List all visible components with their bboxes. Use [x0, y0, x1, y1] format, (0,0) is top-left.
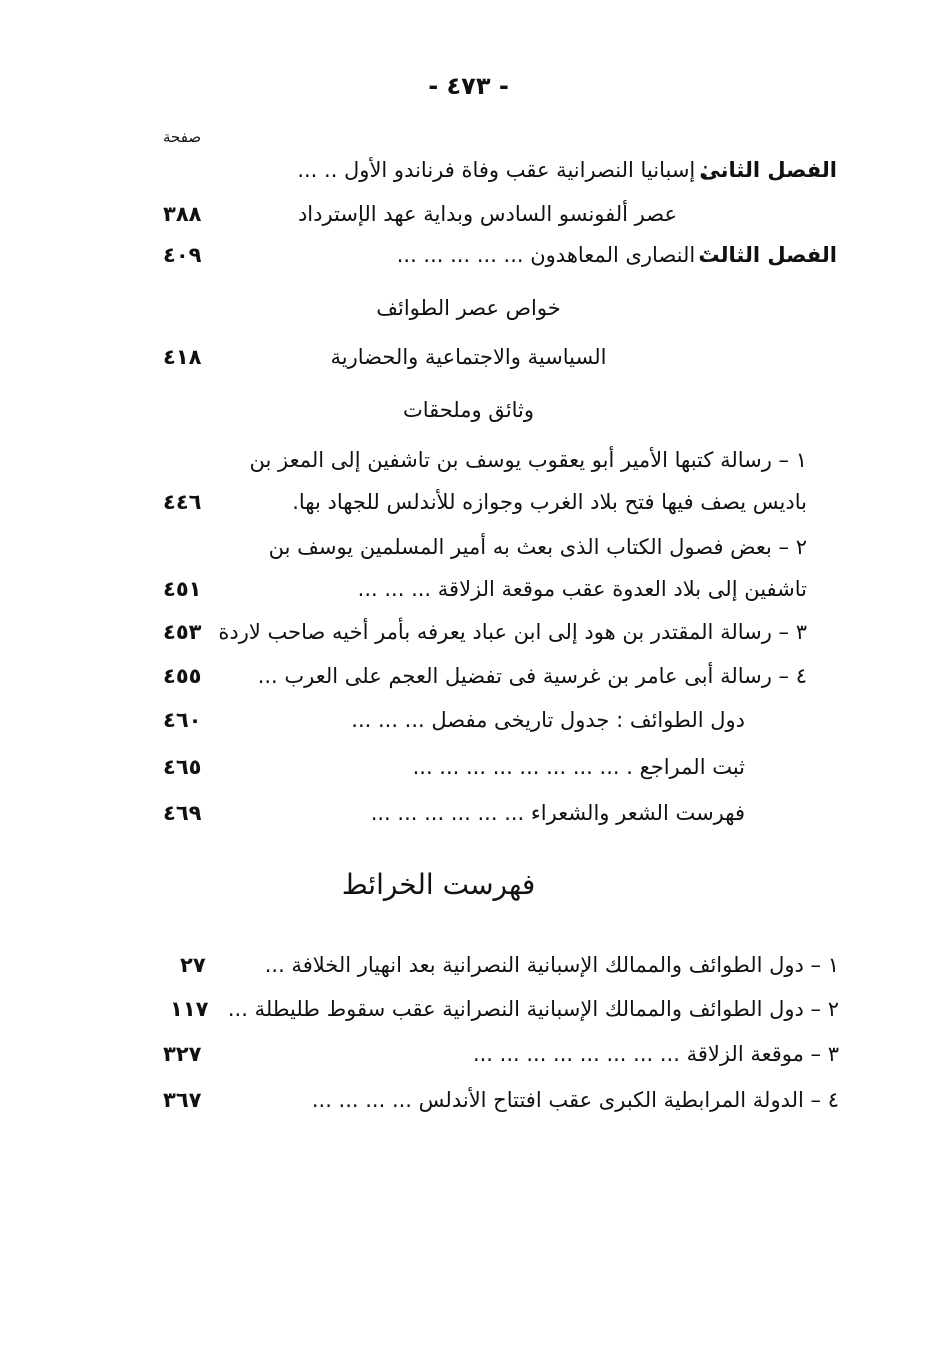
document-1-line-1: ١ – رسالة كتبها الأمير أبو يعقوب يوسف بن تاشفين إلى المعز بن	[249, 448, 807, 472]
document-3-line-1: ٣ – رسالة المقتدر بن هود إلى ابن عباد يعرفه بأمر أخيه صاحب لاردة	[218, 620, 807, 644]
map-item-3-page: ٣٢٧	[163, 1042, 202, 1066]
appendix-item-2: ثبت المراجع . ... ... ... ... ... ... ... ...	[412, 755, 745, 779]
chapter-2-title: : إسبانيا النصرانية عقب وفاة فرناندو الأول .. ...	[297, 158, 709, 182]
map-item-3: ٣ – موقعة الزلاقة ... ... ... ... ... ... ... ...	[472, 1042, 839, 1066]
chapter-2-label: الفصل الثانى	[699, 158, 837, 182]
document-1-page: ٤٤٦	[163, 490, 202, 514]
section-heading: خواص عصر الطوائف	[376, 296, 561, 320]
section-subheading: السياسية والاجتماعية والحضارية	[330, 345, 607, 369]
section-page: ٤١٨	[163, 345, 202, 369]
chapter-3-page: ٤٠٩	[163, 243, 202, 267]
appendix-item-1-page: ٤٦٠	[163, 708, 202, 732]
map-item-1: ١ – دول الطوائف والممالك الإسبانية النصرانية بعد انهيار الخلافة ...	[264, 953, 839, 977]
document-2-page: ٤٥١	[163, 577, 202, 601]
chapter-3-title: : النصارى المعاهدون ... ... ... ... ...	[396, 243, 709, 267]
document-4-page: ٤٥٥	[163, 664, 202, 688]
map-item-2-page: ١١٧	[170, 997, 209, 1021]
chapter-3-label: الفصل الثالث	[698, 243, 837, 267]
chapter-2-subtitle: عصر ألفونسو السادس وبداية عهد الإسترداد	[297, 202, 677, 226]
document-3-page: ٤٥٣	[163, 620, 202, 644]
document-1-line-2: باديس يصف فيها فتح بلاد الغرب وجوازه للأندلس للجهاد بها.	[292, 490, 807, 514]
page-number: - ٤٧٣ -	[428, 72, 509, 100]
maps-heading: فهرست الخرائط	[341, 868, 536, 901]
column-header: صفحة	[163, 128, 202, 146]
map-item-4-page: ٣٦٧	[163, 1088, 202, 1112]
document-4-line-1: ٤ – رسالة أبى عامر بن غرسية فى تفضيل العجم على العرب ...	[257, 664, 807, 688]
document-2-line-2: تاشفين إلى بلاد العدوة عقب موقعة الزلاقة ... ... ...	[357, 577, 807, 601]
appendix-item-3: فهرست الشعر والشعراء ... ... ... ... ... ...	[370, 801, 745, 825]
appendix-item-1: دول الطوائف : جدول تاريخى مفصل ... ... ...	[351, 708, 745, 732]
map-item-2: ٢ – دول الطوائف والممالك الإسبانية النصرانية عقب سقوط طليطلة ...	[227, 997, 839, 1021]
chapter-2-page: ٣٨٨	[163, 202, 202, 226]
document-2-line-1: ٢ – بعض فصول الكتاب الذى بعث به أمير المسلمين يوسف بن	[268, 535, 807, 559]
appendix-item-2-page: ٤٦٥	[163, 755, 202, 779]
appendix-item-3-page: ٤٦٩	[163, 801, 202, 825]
documents-heading: وثائق وملحقات	[402, 398, 535, 422]
map-item-4: ٤ – الدولة المرابطية الكبرى عقب افتتاح الأندلس ... ... ... ...	[311, 1088, 839, 1112]
map-item-1-page: ٢٧	[180, 953, 206, 977]
